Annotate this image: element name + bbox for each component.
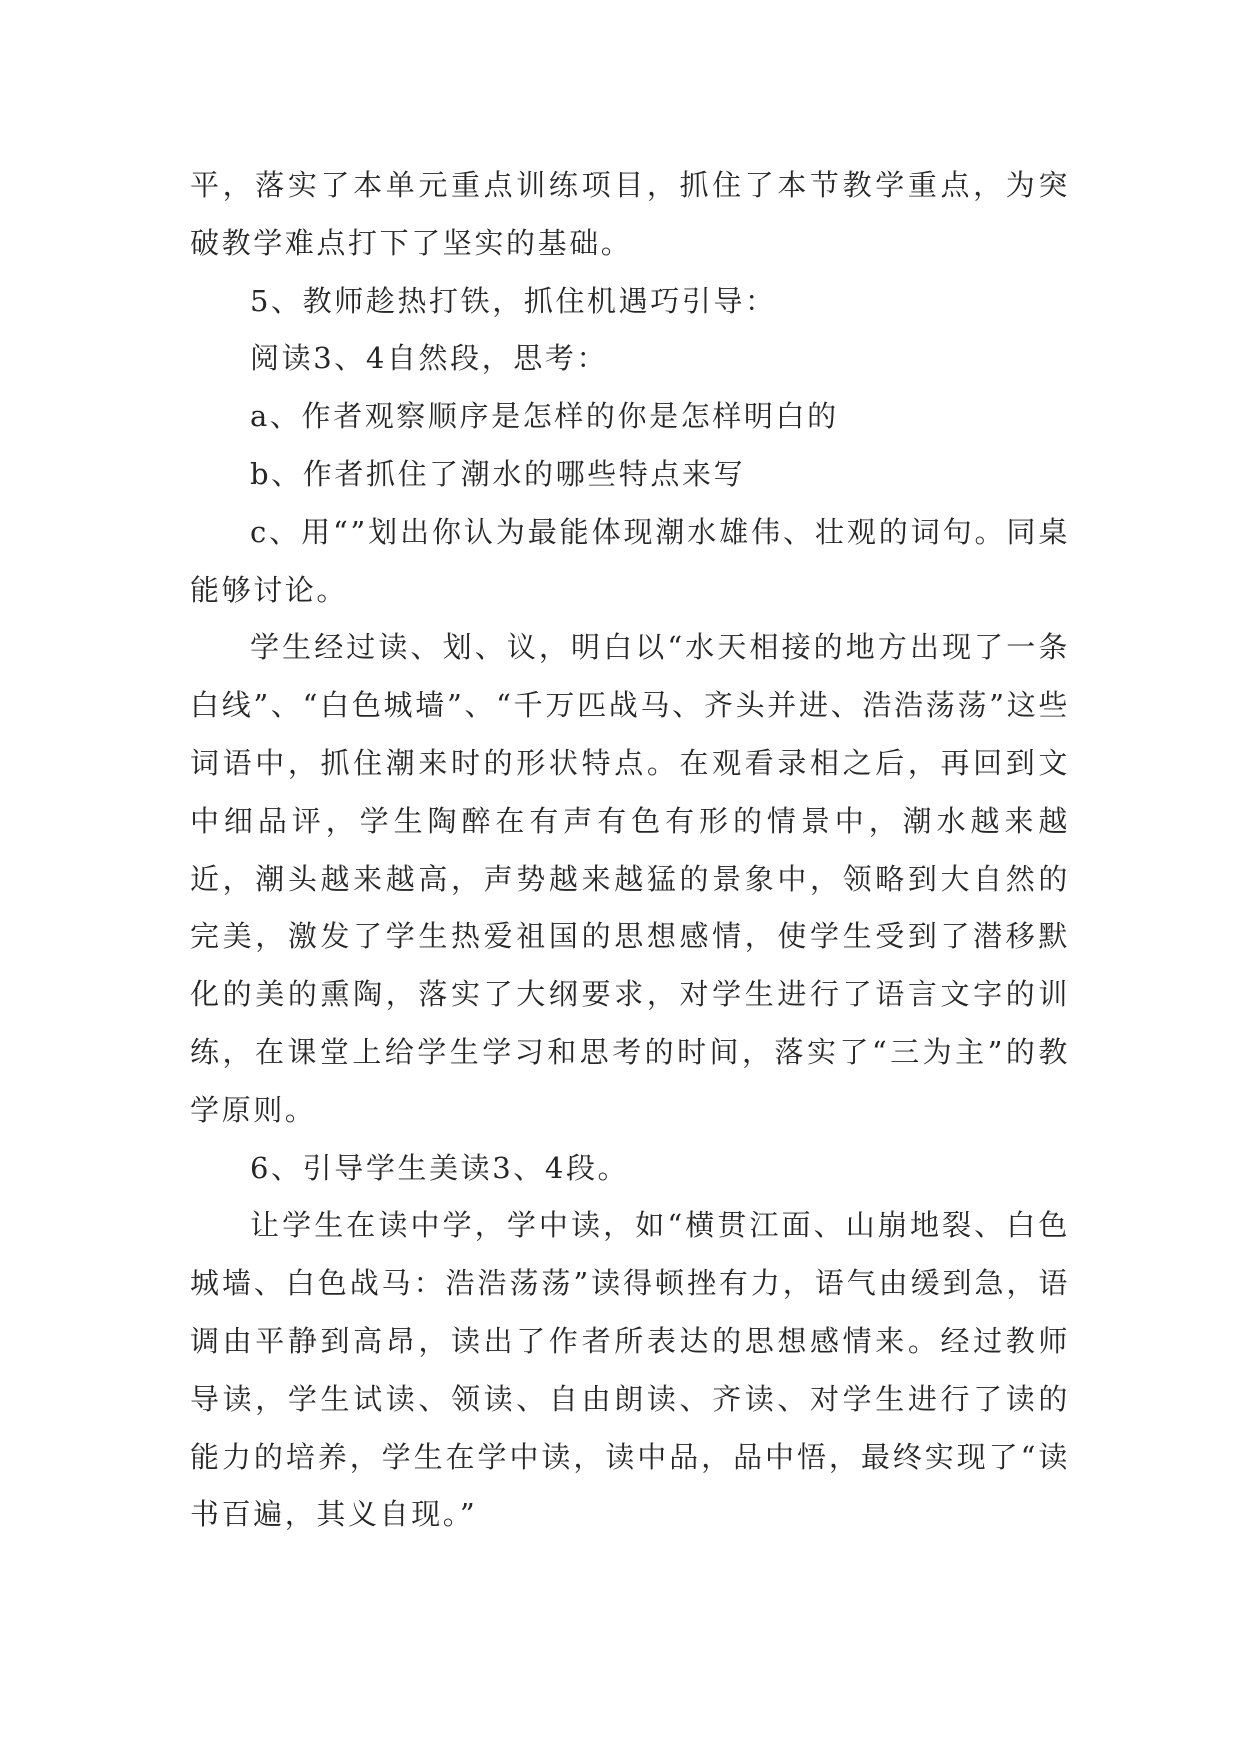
paragraph-continuation: 平，落实了本单元重点训练项目，抓住了本节教学重点，为突破教学难点打下了坚实的基础。 <box>190 168 1070 260</box>
paragraph-reading-task: 阅读3、4自然段，思考： <box>250 341 609 376</box>
paragraph-question-c: c、用“”划出你认为最能体现潮水雄伟、壮观的词句。同桌能够讨论。 <box>190 514 1070 607</box>
paragraph-question-b: b、作者抓住了潮水的哪些特点来写 <box>250 456 746 491</box>
paragraph-question-a: a、作者观察顺序是怎样的你是怎样明白的 <box>250 399 839 434</box>
paragraph-step-6: 6、引导学生美读3、4段。 <box>250 1150 630 1185</box>
paragraph-student-analysis: 学生经过读、划、议，明白以“水天相接的地方出现了一条白线”、“白色城墙”、“千万匹战马、齐头并进、浩浩荡荡”这些词语中，抓住潮来时的形状特点。在观看录相之后，再回到文中细品评，学生陶醉在有声有色有形的情景中，潮水越来越近，潮头越来越高，声势越来越猛的景象中，领略到大自然的完美，激发了学生热爱祖国的思想感情，使学生受到了潜移默化的美的熏陶，落实了大纲要求，对学生进行了语言文字的训练，在课堂上给学生学习和思考的时间，落实了“三为主”的教学原则。 <box>190 630 1070 1127</box>
paragraph-step-5: 5、教师趁热打铁，抓住机遇巧引导： <box>250 283 777 318</box>
paragraph-reading-practice: 让学生在读中学，学中读，如“横贯江面、山崩地裂、白色城墙、白色战马：浩浩荡荡”读得顿挫有力，语气由缓到急，语调由平静到高昂，读出了作者所表达的思想感情来。经过教师导读，学生试读、领读、自由朗读、齐读、对学生进行了读的能力的培养，学生在学中读，读中品，品中悟，最终实现了“读书百遍，其义自现。” <box>190 1208 1070 1532</box>
document-body <box>190 157 1070 1544</box>
